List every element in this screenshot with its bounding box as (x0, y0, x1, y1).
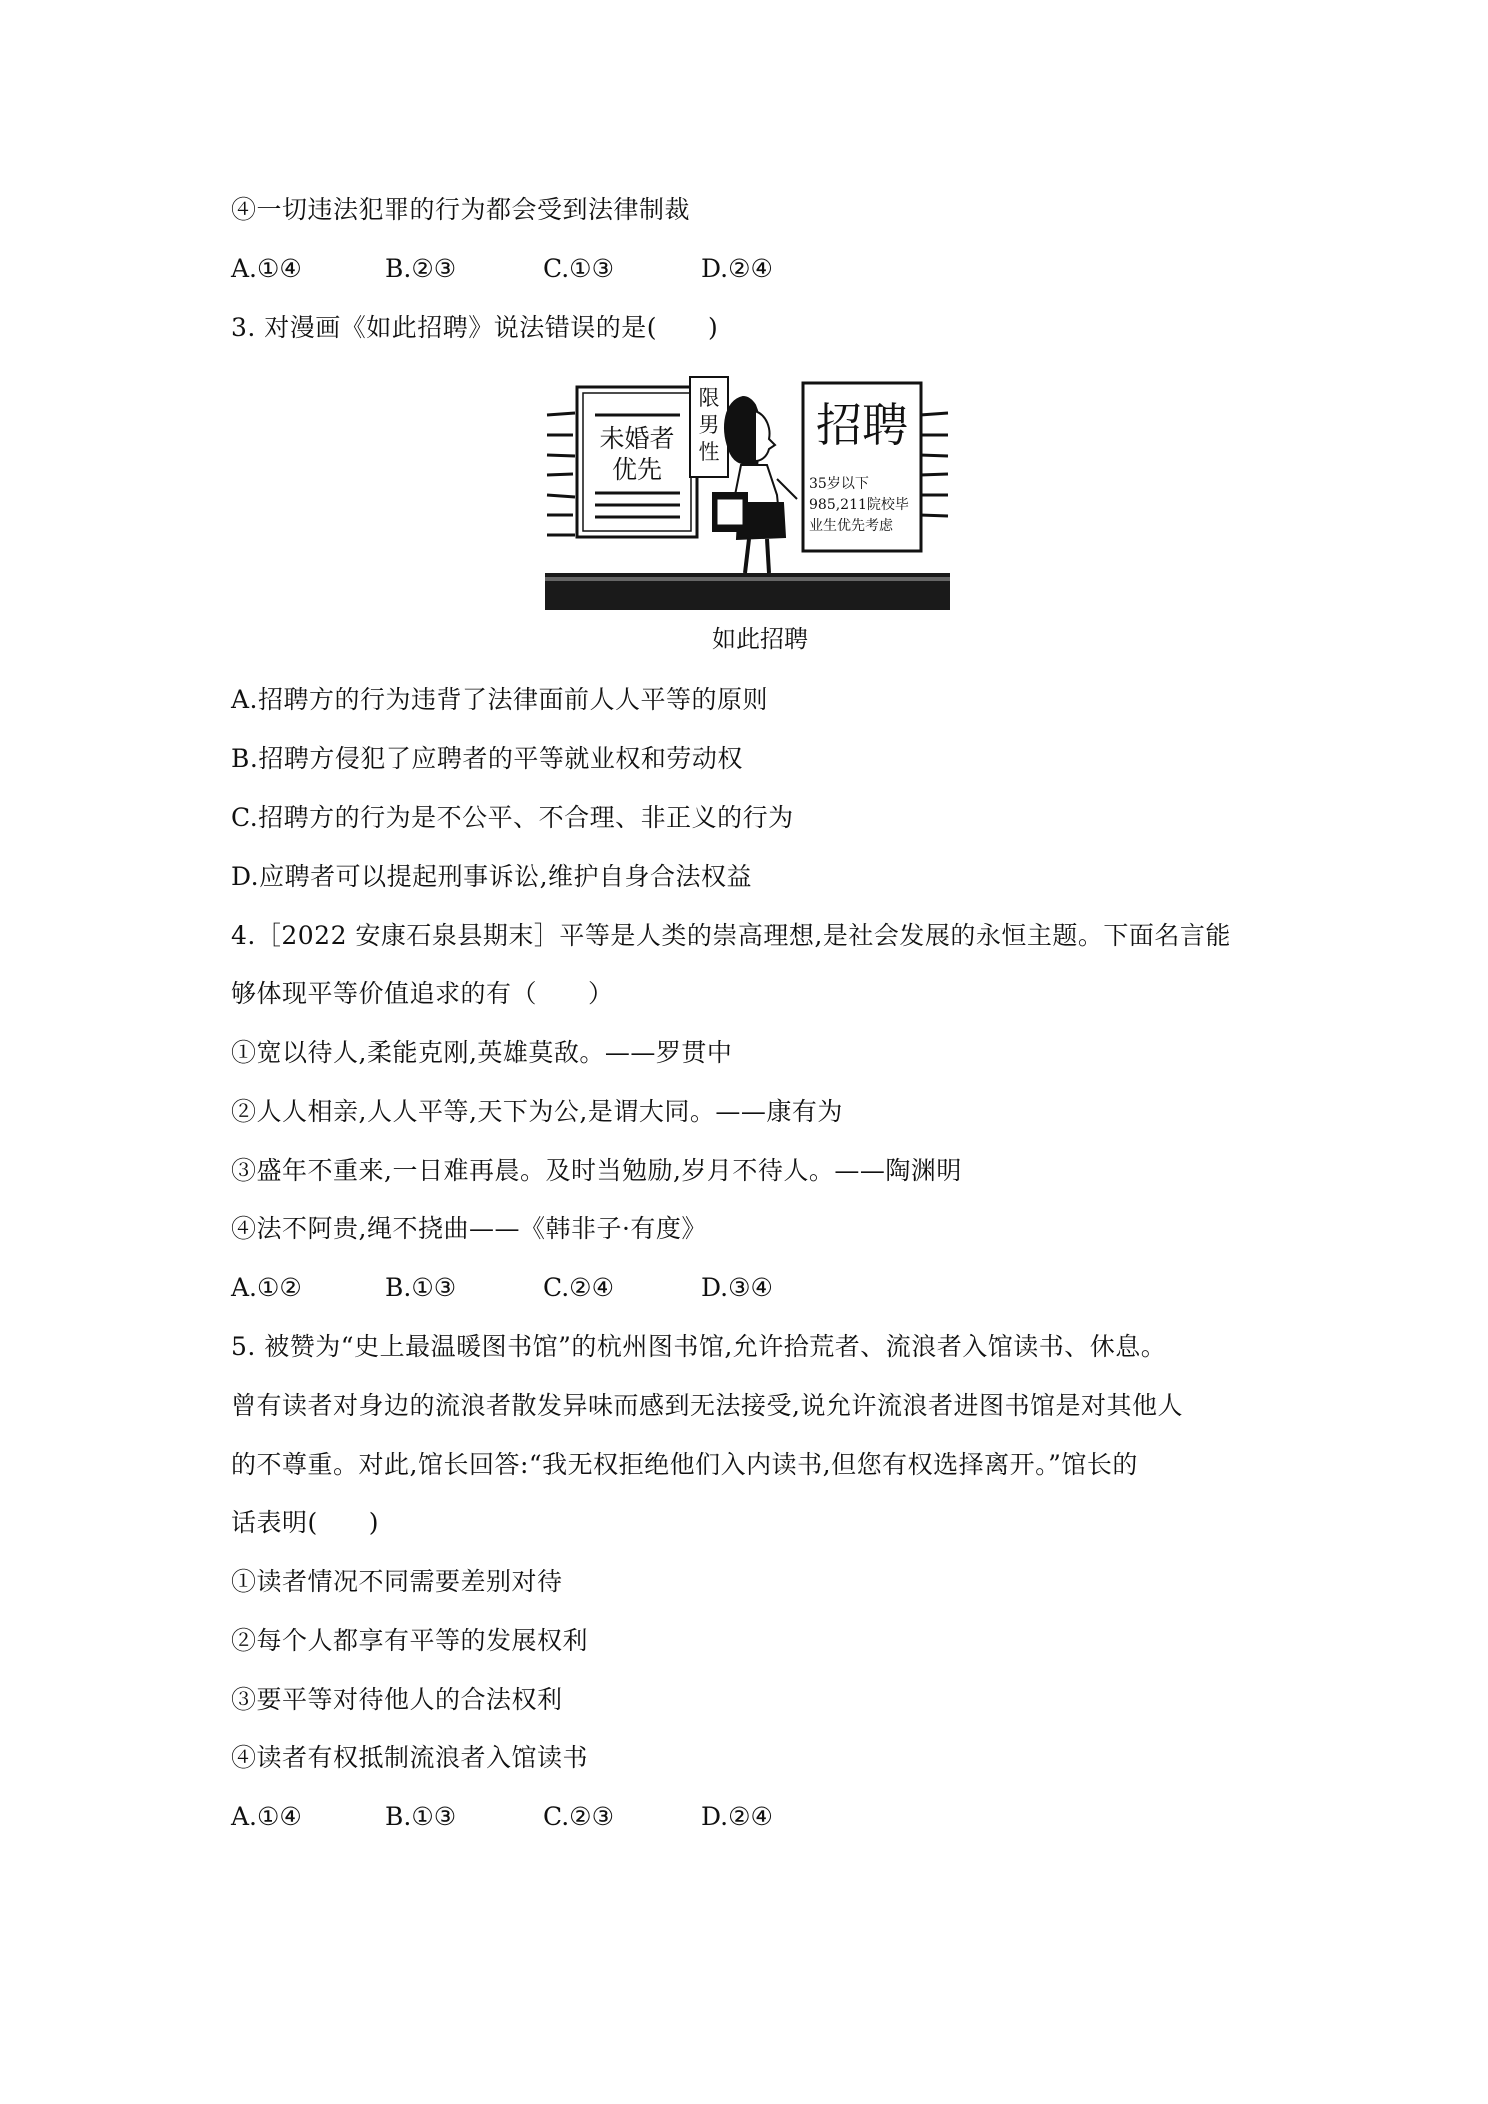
poster-right-line2: 985,211院校毕 (809, 497, 909, 513)
cartoon-image (545, 375, 950, 610)
q5-statement-4: ④读者有权抵制流浪者入馆读书 (231, 1743, 589, 1772)
poster-right-line1: 35岁以下 (809, 476, 869, 492)
poster-vertical (690, 377, 728, 477)
q5-statement-2: ②每个人都享有平等的发展权利 (231, 1626, 589, 1655)
q4-stem-line1: 4.［2022 安康石泉县期末］平等是人类的崇高理想,是社会发展的永恒主题。下面名言能 (231, 921, 1231, 950)
q5-statement-3: ③要平等对待他人的合法权利 (231, 1685, 563, 1714)
q3-option-a: A.招聘方的行为违背了法律面前人人平等的原则 (231, 685, 769, 714)
q5-option-a: A.①④ (231, 1802, 302, 1831)
q3-stem: 3. 对漫画《如此招聘》说法错误的是( ) (231, 313, 719, 342)
poster-right-title: 招聘 (816, 398, 908, 452)
q3-option-b: B.招聘方侵犯了应聘者的平等就业权和劳动权 (231, 744, 743, 773)
q4-option-c: C.②④ (543, 1273, 615, 1302)
q5-option-d: D.②④ (701, 1802, 773, 1831)
q4-statement-2: ②人人相亲,人人平等,天下为公,是谓大同。——康有为 (231, 1097, 843, 1126)
q5-statement-1: ①读者情况不同需要差别对待 (231, 1567, 563, 1596)
q3-option-c: C.招聘方的行为是不公平、不合理、非正义的行为 (231, 803, 794, 832)
q5-stem-line3: 的不尊重。对此,馆长回答:“我无权拒绝他们入内读书,但您有权选择离开。”馆长的 (231, 1450, 1138, 1479)
q4-statement-1: ①宽以待人,柔能克刚,英雄莫敌。——罗贯中 (231, 1038, 733, 1067)
poster-left-text-line1: 未婚者 (599, 424, 675, 453)
poster-vertical-char3: 性 (698, 440, 720, 464)
q5-stem-line2: 曾有读者对身边的流浪者散发异味而感到无法接受,说允许流浪者进图书馆是对其他人 (231, 1391, 1183, 1420)
cartoon-wall-lines-right (920, 413, 948, 516)
poster-right (803, 383, 921, 551)
q4-option-a: A.①② (231, 1273, 302, 1302)
poster-vertical-char2: 男 (698, 413, 720, 437)
poster-vertical-char1: 限 (698, 386, 720, 410)
q5-stem-line1: 5. 被赞为“史上最温暖图书馆”的杭州图书馆,允许拾荒者、流浪者入馆读书、休息。 (231, 1332, 1167, 1361)
cartoon-woman (713, 397, 797, 573)
q2-option-c: C.①③ (543, 254, 615, 283)
poster-right-line3: 业生优先考虑 (809, 518, 893, 534)
poster-left-text-line2: 优先 (611, 455, 663, 484)
poster-left (577, 387, 697, 537)
q4-stem-line2: 够体现平等价值追求的有（ ） (231, 979, 614, 1008)
q4-statement-4: ④法不阿贵,绳不挠曲——《韩非子·有度》 (231, 1214, 707, 1243)
cartoon-wall-lines-left (547, 413, 575, 535)
q4-option-b: B.①③ (385, 1273, 457, 1302)
q4-option-d: D.③④ (701, 1273, 773, 1302)
q2-statement-4: ④一切违法犯罪的行为都会受到法律制裁 (231, 195, 691, 224)
q5-option-b: B.①③ (385, 1802, 457, 1831)
q2-option-d: D.②④ (701, 254, 773, 283)
q2-option-b: B.②③ (385, 254, 457, 283)
q5-option-c: C.②③ (543, 1802, 615, 1831)
q3-option-d: D.应聘者可以提起刑事诉讼,维护自身合法权益 (231, 862, 753, 891)
q4-statement-3: ③盛年不重来,一日难再晨。及时当勉励,岁月不待人。——陶渊明 (231, 1156, 962, 1185)
cartoon-caption: 如此招聘 (712, 625, 808, 653)
q2-option-a: A.①④ (231, 254, 302, 283)
q5-stem-line4: 话表明( ) (231, 1508, 380, 1537)
